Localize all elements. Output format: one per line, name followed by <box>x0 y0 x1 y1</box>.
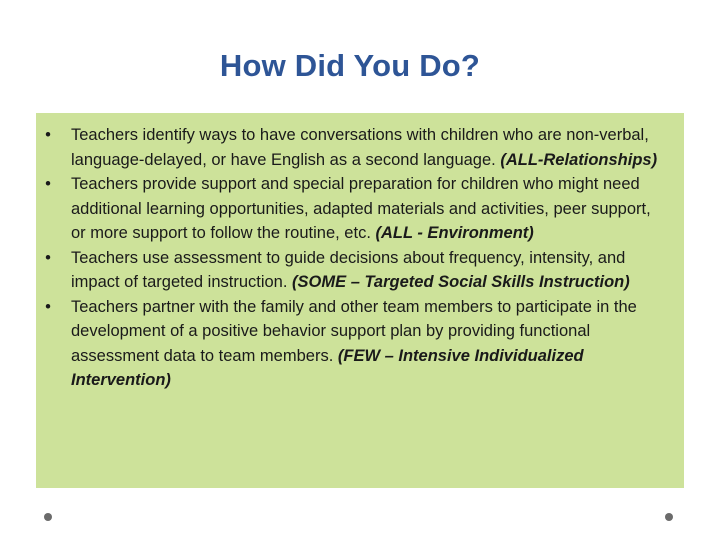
bullet-icon: • <box>45 248 51 267</box>
slide-title: How Did You Do? <box>219 48 481 83</box>
bullet-icon: • <box>45 175 51 193</box>
item-tag: (FEW – Intensive Individualized Intervention) <box>71 346 584 389</box>
list-item <box>36 246 684 295</box>
item-tag: (ALL - Environment) <box>375 224 534 242</box>
list-item <box>36 123 684 172</box>
bullet-list <box>36 123 684 393</box>
corner-dot-left-icon <box>44 513 52 521</box>
bullet-icon: • <box>45 297 51 316</box>
item-text: Teachers provide support and special preparation for children who might need additional learning opportunities, adapted materials and activities, peer support, or more support to follow the routine, etc. <box>71 175 651 242</box>
item-text: Teachers partner with the family and other team members to participate in the development of a positive behavior support plan by providing functional assessment data to team members. <box>71 297 637 365</box>
bullet-icon: • <box>45 126 51 144</box>
item-tag: (SOME – Targeted Social Skills Instruction) <box>292 273 630 291</box>
item-text: Teachers identify ways to have conversations with children who are non-verbal, language-delayed, or have English as a second language. <box>71 126 649 169</box>
item-text: Teachers use assessment to guide decisions about frequency, intensity, and impact of targeted instruction. <box>71 248 626 291</box>
content-box <box>36 113 684 488</box>
list-item <box>36 295 684 393</box>
corner-dot-right-icon <box>665 513 673 521</box>
item-tag: (ALL-Relationships) <box>500 150 658 169</box>
list-item <box>36 172 684 246</box>
